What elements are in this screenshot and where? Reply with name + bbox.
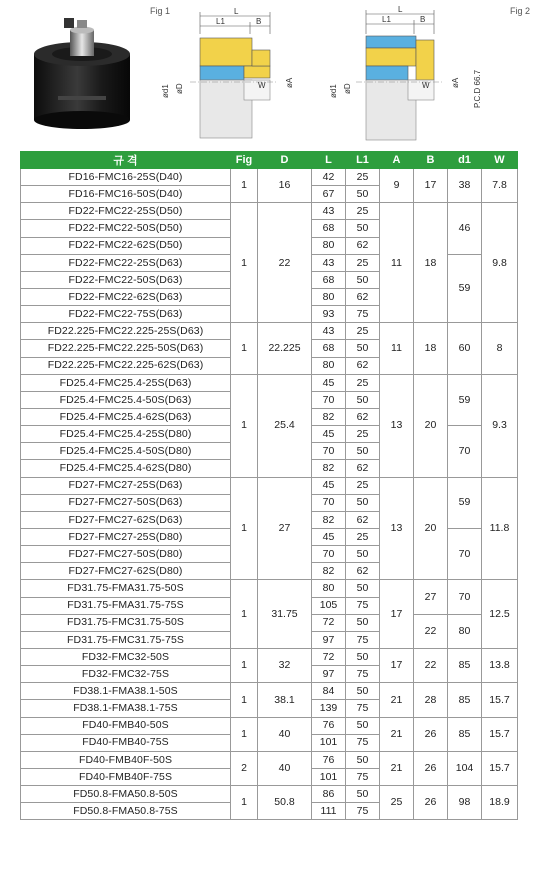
table-row	[21, 580, 518, 597]
table-row	[21, 786, 518, 803]
fig1-L1: L1	[216, 17, 225, 26]
table-row	[21, 683, 518, 700]
fig2-label: Fig 2	[509, 6, 530, 16]
cell-model: FD22-FMC22-62S(D63)	[21, 288, 231, 305]
cell-L: 82	[312, 563, 346, 580]
cell-B: 26	[414, 751, 448, 785]
cell-d1: 104	[448, 751, 482, 785]
header-L: L	[312, 152, 346, 169]
fig2-B: B	[420, 15, 426, 24]
table-row	[21, 169, 518, 186]
cell-model: FD22-FMC22-50S(D63)	[21, 271, 231, 288]
cell-model: FD32-FMC32-75S	[21, 666, 231, 683]
cell-model: FD25.4-FMC25.4-50S(D63)	[21, 391, 231, 408]
cell-B: 22	[414, 648, 448, 682]
table-row	[21, 751, 518, 768]
cell-B: 27	[414, 580, 448, 614]
cell-A: 21	[380, 683, 414, 717]
cell-L: 86	[312, 786, 346, 803]
fig1-label: Fig 1	[150, 6, 171, 16]
cell-L: 43	[312, 254, 346, 271]
cell-L1: 25	[346, 528, 380, 545]
cell-fig: 1	[231, 374, 258, 477]
cell-L: 68	[312, 271, 346, 288]
cell-A: 17	[380, 648, 414, 682]
fig2-L1: L1	[382, 15, 391, 24]
table-row	[21, 323, 518, 340]
cell-L: 82	[312, 408, 346, 425]
cell-L1: 25	[346, 477, 380, 494]
cell-L1: 25	[346, 374, 380, 391]
cell-model: FD38.1-FMA38.1-50S	[21, 683, 231, 700]
cell-L: 80	[312, 357, 346, 374]
cell-L1: 75	[346, 631, 380, 648]
figure-2	[330, 4, 530, 144]
cell-L1: 62	[346, 511, 380, 528]
cell-model: FD50.8-FMA50.8-75S	[21, 803, 231, 820]
cell-D: 22	[258, 203, 312, 323]
cell-L: 101	[312, 768, 346, 785]
cell-L: 84	[312, 683, 346, 700]
cell-L1: 62	[346, 408, 380, 425]
cell-L: 105	[312, 597, 346, 614]
cell-B: 20	[414, 374, 448, 477]
table-row	[21, 374, 518, 391]
cell-L: 93	[312, 306, 346, 323]
cell-L: 45	[312, 477, 346, 494]
cell-d1: 38	[448, 169, 482, 203]
fig2-L: L	[398, 5, 403, 14]
table-row	[21, 203, 518, 220]
cell-fig: 1	[231, 477, 258, 580]
cell-L: 43	[312, 323, 346, 340]
cell-fig: 2	[231, 751, 258, 785]
cell-L: 80	[312, 288, 346, 305]
spec-table	[20, 151, 518, 820]
cell-L: 43	[312, 203, 346, 220]
cell-D: 16	[258, 169, 312, 203]
cell-L1: 75	[346, 768, 380, 785]
cell-fig: 1	[231, 786, 258, 820]
cell-model: FD27-FMC27-62S(D80)	[21, 563, 231, 580]
cell-model: FD22-FMC22-62S(D50)	[21, 237, 231, 254]
fig1-D: øD	[175, 83, 184, 94]
fig1-W: W	[258, 81, 266, 90]
cell-model: FD31.75-FMA31.75-75S	[21, 597, 231, 614]
cell-d1: 59	[448, 374, 482, 425]
cell-model: FD40-FMB40-75S	[21, 734, 231, 751]
cell-model: FD22-FMC22-50S(D50)	[21, 220, 231, 237]
header-D: D	[258, 152, 312, 169]
cell-L: 76	[312, 751, 346, 768]
cell-W: 7.8	[482, 169, 518, 203]
table-body	[21, 169, 518, 820]
fig2-pcd: P.C.D 66.7	[473, 69, 482, 108]
cell-d1: 70	[448, 528, 482, 579]
cell-L1: 62	[346, 460, 380, 477]
cell-A: 21	[380, 751, 414, 785]
cell-L1: 50	[346, 751, 380, 768]
cell-B: 26	[414, 786, 448, 820]
cell-L1: 25	[346, 426, 380, 443]
cell-L1: 50	[346, 546, 380, 563]
cell-W: 15.7	[482, 717, 518, 751]
cell-W: 15.7	[482, 683, 518, 717]
fig1-A: øA	[285, 77, 294, 88]
cell-D: 32	[258, 648, 312, 682]
cell-L: 111	[312, 803, 346, 820]
fig1-B: B	[256, 17, 262, 26]
cell-L: 70	[312, 443, 346, 460]
cell-B: 18	[414, 323, 448, 374]
table-header-row	[21, 152, 518, 169]
cell-B: 22	[414, 614, 448, 648]
header-L1: L1	[346, 152, 380, 169]
cell-d1: 85	[448, 683, 482, 717]
cell-L1: 50	[346, 683, 380, 700]
cell-L1: 75	[346, 803, 380, 820]
cell-L: 101	[312, 734, 346, 751]
cell-L: 67	[312, 186, 346, 203]
cell-L1: 25	[346, 203, 380, 220]
cell-L: 70	[312, 391, 346, 408]
cell-L: 42	[312, 169, 346, 186]
cell-L1: 62	[346, 288, 380, 305]
cell-W: 15.7	[482, 751, 518, 785]
fig2-W: W	[422, 81, 430, 90]
cell-A: 21	[380, 717, 414, 751]
cell-fig: 1	[231, 580, 258, 649]
cell-B: 18	[414, 203, 448, 323]
cell-model: FD50.8-FMA50.8-50S	[21, 786, 231, 803]
fig2-drawing	[330, 4, 530, 144]
cell-d1: 85	[448, 648, 482, 682]
cell-L1: 62	[346, 563, 380, 580]
header-model: 규 격	[21, 152, 231, 169]
fig2-d1: ød1	[329, 84, 338, 98]
cell-L: 76	[312, 717, 346, 734]
cell-L1: 50	[346, 271, 380, 288]
cell-L: 70	[312, 494, 346, 511]
cell-D: 22.225	[258, 323, 312, 374]
cell-L1: 62	[346, 357, 380, 374]
cell-model: FD27-FMC27-25S(D80)	[21, 528, 231, 545]
cell-D: 27	[258, 477, 312, 580]
header-d1: d1	[448, 152, 482, 169]
header-W: W	[482, 152, 518, 169]
cell-A: 11	[380, 323, 414, 374]
cell-model: FD32-FMC32-50S	[21, 648, 231, 665]
cell-A: 17	[380, 580, 414, 649]
cell-W: 9.8	[482, 203, 518, 323]
cell-A: 11	[380, 203, 414, 323]
cell-model: FD22-FMC22-25S(D63)	[21, 254, 231, 271]
cell-L1: 25	[346, 169, 380, 186]
header-fig: Fig	[231, 152, 258, 169]
cell-L1: 75	[346, 700, 380, 717]
cell-D: 40	[258, 717, 312, 751]
cell-A: 25	[380, 786, 414, 820]
cell-model: FD16-FMC16-25S(D40)	[21, 169, 231, 186]
fig1-L: L	[234, 7, 239, 16]
cell-L1: 75	[346, 666, 380, 683]
cell-D: 38.1	[258, 683, 312, 717]
cell-L1: 50	[346, 580, 380, 597]
cell-d1: 46	[448, 203, 482, 254]
figure-1	[150, 4, 320, 144]
cell-L1: 50	[346, 614, 380, 631]
cell-model: FD22.225-FMC22.225-50S(D63)	[21, 340, 231, 357]
cell-A: 9	[380, 169, 414, 203]
cell-D: 40	[258, 751, 312, 785]
cell-model: FD40-FMB40F-50S	[21, 751, 231, 768]
cell-L: 97	[312, 631, 346, 648]
cell-W: 8	[482, 323, 518, 374]
cell-model: FD27-FMC27-62S(D63)	[21, 511, 231, 528]
product-photo	[28, 12, 136, 130]
cell-model: FD40-FMB40F-75S	[21, 768, 231, 785]
cell-L1: 75	[346, 597, 380, 614]
cell-L: 45	[312, 528, 346, 545]
cell-d1: 59	[448, 254, 482, 323]
cell-W: 13.8	[482, 648, 518, 682]
cell-model: FD25.4-FMC25.4-62S(D80)	[21, 460, 231, 477]
cell-B: 20	[414, 477, 448, 580]
cell-L1: 25	[346, 254, 380, 271]
cell-D: 25.4	[258, 374, 312, 477]
cell-model: FD25.4-FMC25.4-50S(D80)	[21, 443, 231, 460]
cell-W: 18.9	[482, 786, 518, 820]
cell-L1: 50	[346, 220, 380, 237]
cell-A: 13	[380, 477, 414, 580]
cell-d1: 59	[448, 477, 482, 528]
cell-L1: 50	[346, 391, 380, 408]
cell-model: FD22.225-FMC22.225-25S(D63)	[21, 323, 231, 340]
header-A: A	[380, 152, 414, 169]
cell-B: 17	[414, 169, 448, 203]
cell-D: 50.8	[258, 786, 312, 820]
cell-model: FD16-FMC16-50S(D40)	[21, 186, 231, 203]
cell-L: 80	[312, 580, 346, 597]
fig2-A: øA	[451, 77, 460, 88]
cell-L: 68	[312, 340, 346, 357]
cell-L1: 62	[346, 237, 380, 254]
cell-L1: 50	[346, 443, 380, 460]
cell-L: 97	[312, 666, 346, 683]
table-row	[21, 648, 518, 665]
fig2-D: øD	[343, 83, 352, 94]
cell-W: 9.3	[482, 374, 518, 477]
cell-L: 82	[312, 511, 346, 528]
cell-d1: 98	[448, 786, 482, 820]
cell-model: FD22-FMC22-75S(D63)	[21, 306, 231, 323]
cell-B: 26	[414, 717, 448, 751]
cell-model: FD25.4-FMC25.4-25S(D63)	[21, 374, 231, 391]
cell-model: FD27-FMC27-50S(D80)	[21, 546, 231, 563]
cell-A: 13	[380, 374, 414, 477]
fig1-d1: ød1	[161, 84, 170, 98]
cell-model: FD22-FMC22-25S(D50)	[21, 203, 231, 220]
cell-W: 11.8	[482, 477, 518, 580]
cell-L1: 50	[346, 494, 380, 511]
cell-d1: 80	[448, 614, 482, 648]
cell-L: 68	[312, 220, 346, 237]
table-row	[21, 477, 518, 494]
cell-L1: 50	[346, 717, 380, 734]
cell-L1: 25	[346, 323, 380, 340]
cell-d1: 60	[448, 323, 482, 374]
cell-model: FD22.225-FMC22.225-62S(D63)	[21, 357, 231, 374]
cell-L1: 75	[346, 306, 380, 323]
cell-d1: 85	[448, 717, 482, 751]
cell-model: FD27-FMC27-50S(D63)	[21, 494, 231, 511]
table-row	[21, 717, 518, 734]
cell-fig: 1	[231, 203, 258, 323]
cell-B: 28	[414, 683, 448, 717]
cell-fig: 1	[231, 169, 258, 203]
cell-L: 45	[312, 426, 346, 443]
cell-model: FD31.75-FMA31.75-50S	[21, 580, 231, 597]
cell-L: 82	[312, 460, 346, 477]
cell-L: 70	[312, 546, 346, 563]
fig1-drawing	[150, 4, 320, 144]
cell-L: 45	[312, 374, 346, 391]
cell-fig: 1	[231, 648, 258, 682]
cell-model: FD25.4-FMC25.4-25S(D80)	[21, 426, 231, 443]
cell-L: 72	[312, 648, 346, 665]
cell-model: FD31.75-FMC31.75-50S	[21, 614, 231, 631]
cell-model: FD31.75-FMC31.75-75S	[21, 631, 231, 648]
cell-L1: 50	[346, 186, 380, 203]
cell-fig: 1	[231, 683, 258, 717]
cell-model: FD25.4-FMC25.4-62S(D63)	[21, 408, 231, 425]
cell-L: 80	[312, 237, 346, 254]
cell-d1: 70	[448, 580, 482, 614]
cell-fig: 1	[231, 717, 258, 751]
cell-d1: 70	[448, 426, 482, 477]
cell-W: 12.5	[482, 580, 518, 649]
cell-model: FD38.1-FMA38.1-75S	[21, 700, 231, 717]
cell-L1: 50	[346, 786, 380, 803]
cell-D: 31.75	[258, 580, 312, 649]
cell-model: FD40-FMB40-50S	[21, 717, 231, 734]
cell-model: FD27-FMC27-25S(D63)	[21, 477, 231, 494]
cell-L1: 75	[346, 734, 380, 751]
cell-L: 139	[312, 700, 346, 717]
cell-L1: 50	[346, 340, 380, 357]
cell-L: 72	[312, 614, 346, 631]
cell-fig: 1	[231, 323, 258, 374]
cell-L1: 50	[346, 648, 380, 665]
header-B: B	[414, 152, 448, 169]
